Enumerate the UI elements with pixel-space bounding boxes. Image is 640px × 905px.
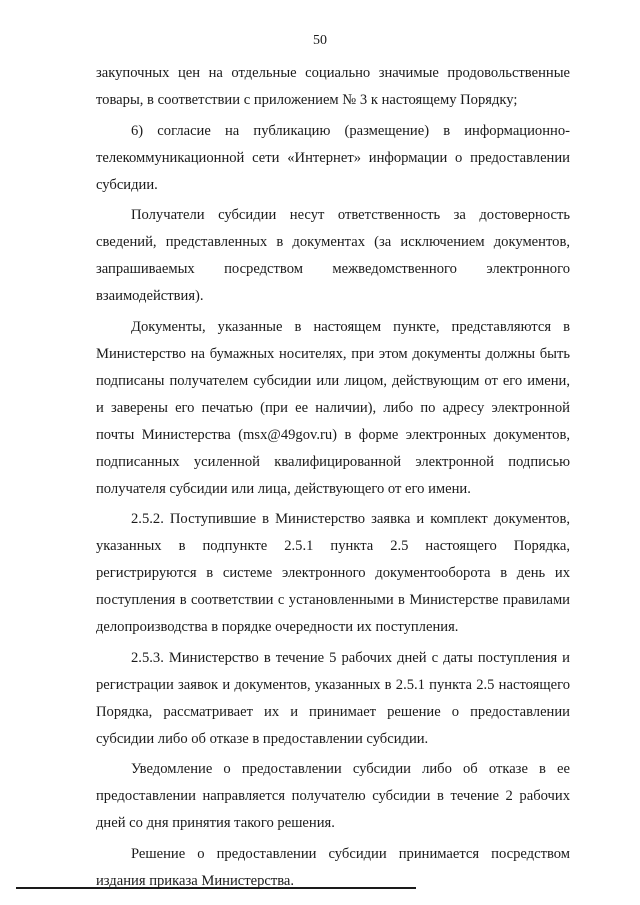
paragraph-2-5-3: 2.5.3. Министерство в течение 5 рабочих дней с даты поступления и регистрации заявок и документов, указанных в 2.5.1 пункта 2.5 настоящего Порядка, рассматривает их и принимает решение о предоставлении субсидии либо об отказе в предоставлении субсидии. <box>96 649 570 747</box>
footer-divider <box>16 887 416 889</box>
page-number: 50 <box>313 33 327 48</box>
paragraph-decision: Решение о предоставлении субсидии принимается посредством издания приказа Министерства. <box>96 845 570 889</box>
document-body <box>96 60 570 898</box>
paragraph-2-5-2: 2.5.2. Поступившие в Министерство заявка и комплект документов, указанных в подпункте 2.5.1 пункта 2.5 настоящего Порядка, регистрируются в системе электронного документооборота в день их поступления в соответствии с установленными в Министерстве правилами делопроизводства в порядке очередности их поступления. <box>96 511 570 635</box>
paragraph-consent-item: 6) согласие на публикацию (размещение) в информационно-телекоммуникационной сети «Интернет» информации о предоставлении субсидии. <box>96 122 570 193</box>
paragraph-responsibility: Получатели субсидии несут ответственность за достоверность сведений, представленных в документах (за исключением документов, запрашиваемых посредством межведомственного электронного взаимодействия). <box>96 207 570 304</box>
paragraph-continuation: закупочных цен на отдельные социально значимые продовольственные товары, в соответствии с приложением № 3 к настоящему Порядку; <box>96 65 570 108</box>
paragraph-documents-submission: Документы, указанные в настоящем пункте, представляются в Министерство на бумажных носителях, при этом документы должны быть подписаны получателем субсидии или лицом, действующим от его имени, и заверены его печатью (при ее наличии), либо по адресу электронной почты Министерства (msx@49gov.ru) в форме электронных документов, подписанных усиленной квалифицированной электронной подписью получателя субсидии или лица, действующего от его имени. <box>96 318 570 497</box>
paragraph-notification: Уведомление о предоставлении субсидии либо об отказе в ее предоставлении направляется получателю субсидии в течение 2 рабочих дней со дня принятия такого решения. <box>96 761 570 831</box>
